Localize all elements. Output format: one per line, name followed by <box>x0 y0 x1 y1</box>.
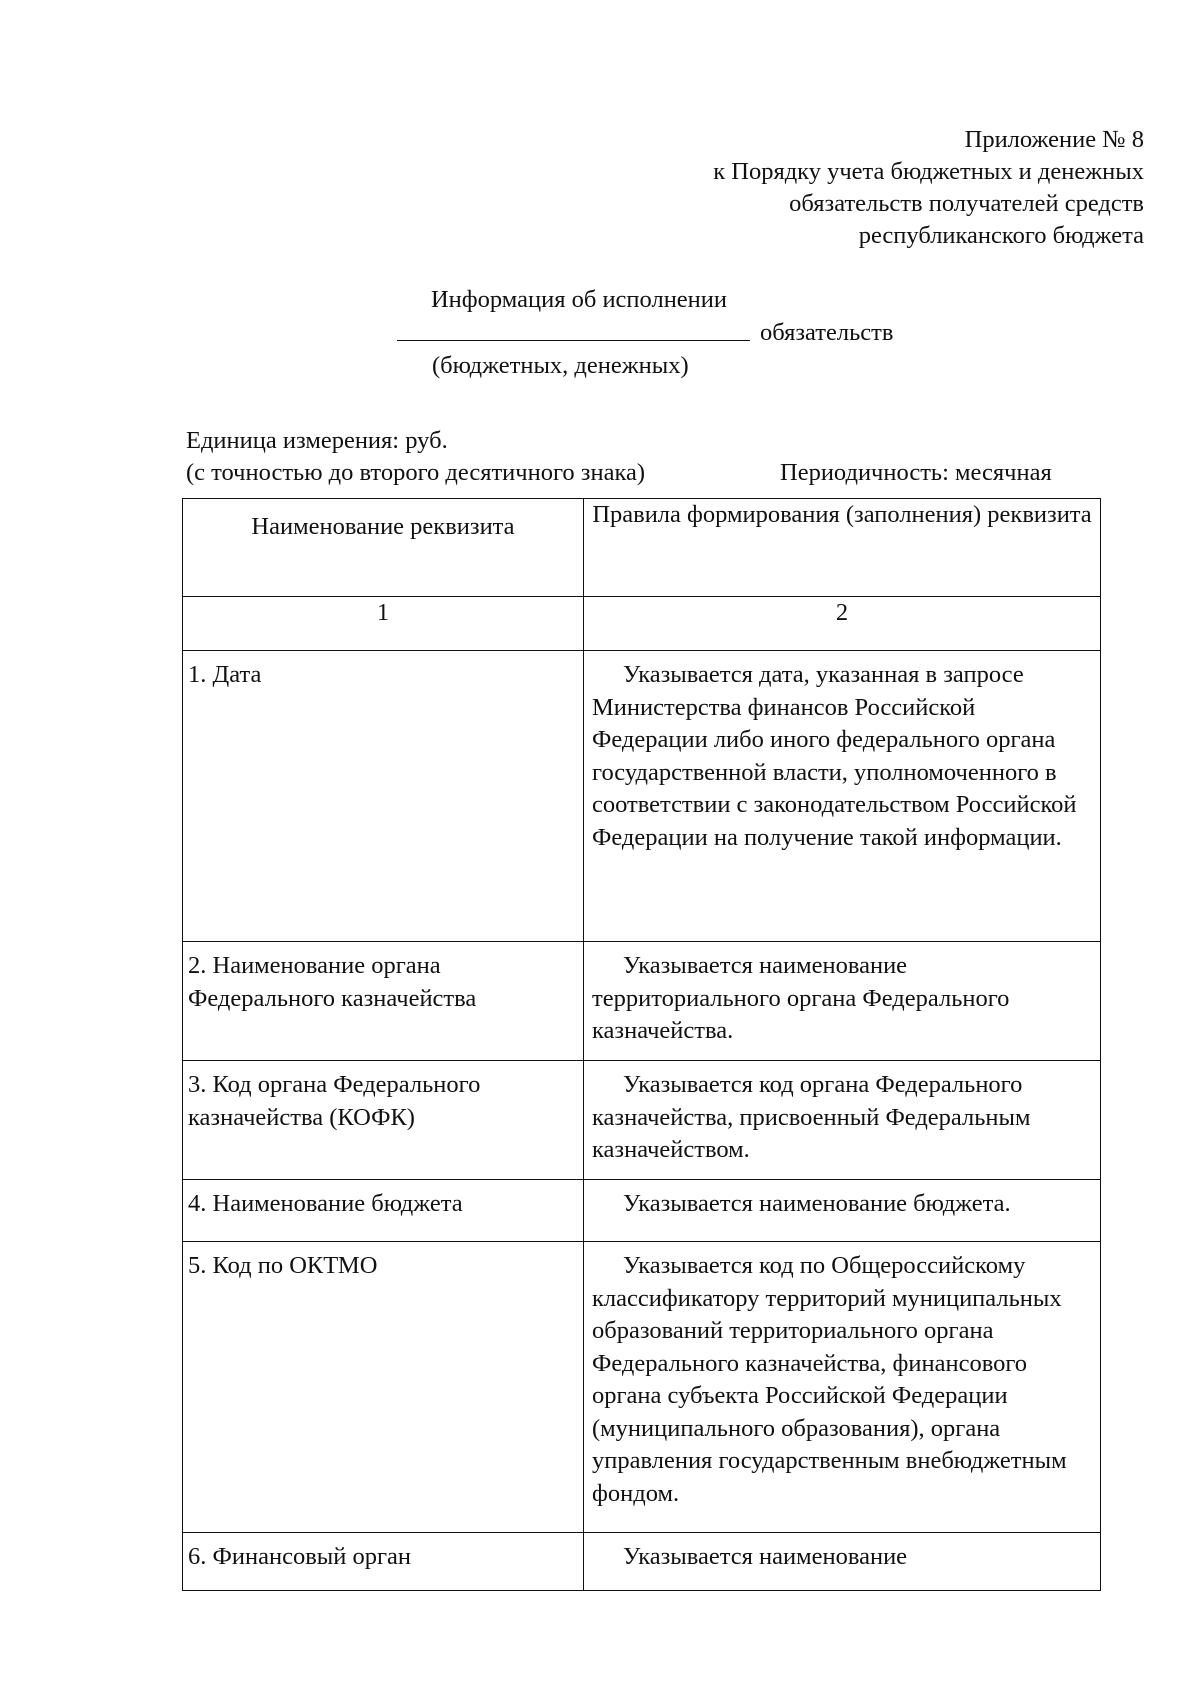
units-block <box>186 425 645 489</box>
title-obligations-row <box>0 316 1200 379</box>
annex-reference-line: обязательств получателей средств <box>789 190 1144 217</box>
annex-header <box>713 124 1144 252</box>
header-requisite-name: Наименование реквизита <box>183 499 584 597</box>
annex-number: Приложение № 8 <box>964 126 1144 153</box>
unit-of-measure: Единица измерения: руб. <box>186 427 448 454</box>
unit-precision: (с точностью до второго десятичного знака) <box>186 459 646 486</box>
table-row <box>183 651 1101 942</box>
requisite-rule: Указывается код по Общероссийскому классификатору территорий муниципальных образований территориального органа Федерального казначейства, финансового органа субъекта Российской Федерации (муниципального образования), органа управления государственным внебюджетным фондом. <box>584 1242 1101 1533</box>
requisite-rule: Указывается код органа Федерального казначейства, присвоенный Федеральным казначейством. <box>584 1061 1101 1180</box>
obligation-type-hint: (бюджетных, денежных) <box>432 352 689 379</box>
periodicity: Периодичность: месячная <box>780 459 1052 486</box>
requisite-name: 5. Код по ОКТМО <box>183 1242 584 1533</box>
title-obligations-word: обязательств <box>760 319 894 346</box>
document-title <box>0 283 1200 379</box>
annex-reference-line: к Порядку учета бюджетных и денежных <box>713 158 1144 185</box>
header-formation-rules: Правила формирования (заполнения) реквизита <box>584 499 1101 597</box>
table-header-row <box>183 499 1101 597</box>
table-row <box>183 1242 1101 1533</box>
requisite-rule: Указывается наименование территориального органа Федерального казначейства. <box>584 942 1101 1061</box>
requisite-rule: Указывается наименование бюджета. <box>584 1180 1101 1242</box>
table-row <box>183 1180 1101 1242</box>
requisite-name: 4. Наименование бюджета <box>183 1180 584 1242</box>
column-number: 1 <box>183 597 584 651</box>
obligation-type-blank <box>397 316 750 341</box>
requisite-name: 6. Финансовый орган <box>183 1533 584 1591</box>
table-row <box>183 1061 1101 1180</box>
requisite-rule: Указывается наименование <box>584 1533 1101 1591</box>
requisites-table <box>182 498 1101 1591</box>
requisite-name: 3. Код органа Федерального казначейства (КОФК) <box>183 1061 584 1180</box>
requisite-name: 2. Наименование органа Федерального казначейства <box>183 942 584 1061</box>
column-number: 2 <box>584 597 1101 651</box>
title-line: Информация об исполнении <box>430 286 728 313</box>
table-row <box>183 942 1101 1061</box>
requisite-rule: Указывается дата, указанная в запросе Министерства финансов Российской Федерации либо иного федерального органа государственной власти, уполномоченного в соответствии с законодательством Российской Федерации на получение такой информации. <box>584 651 1101 942</box>
annex-reference-line: республиканского бюджета <box>858 222 1144 249</box>
table-row <box>183 1533 1101 1591</box>
requisite-name: 1. Дата <box>183 651 584 942</box>
column-number-row <box>183 597 1101 651</box>
